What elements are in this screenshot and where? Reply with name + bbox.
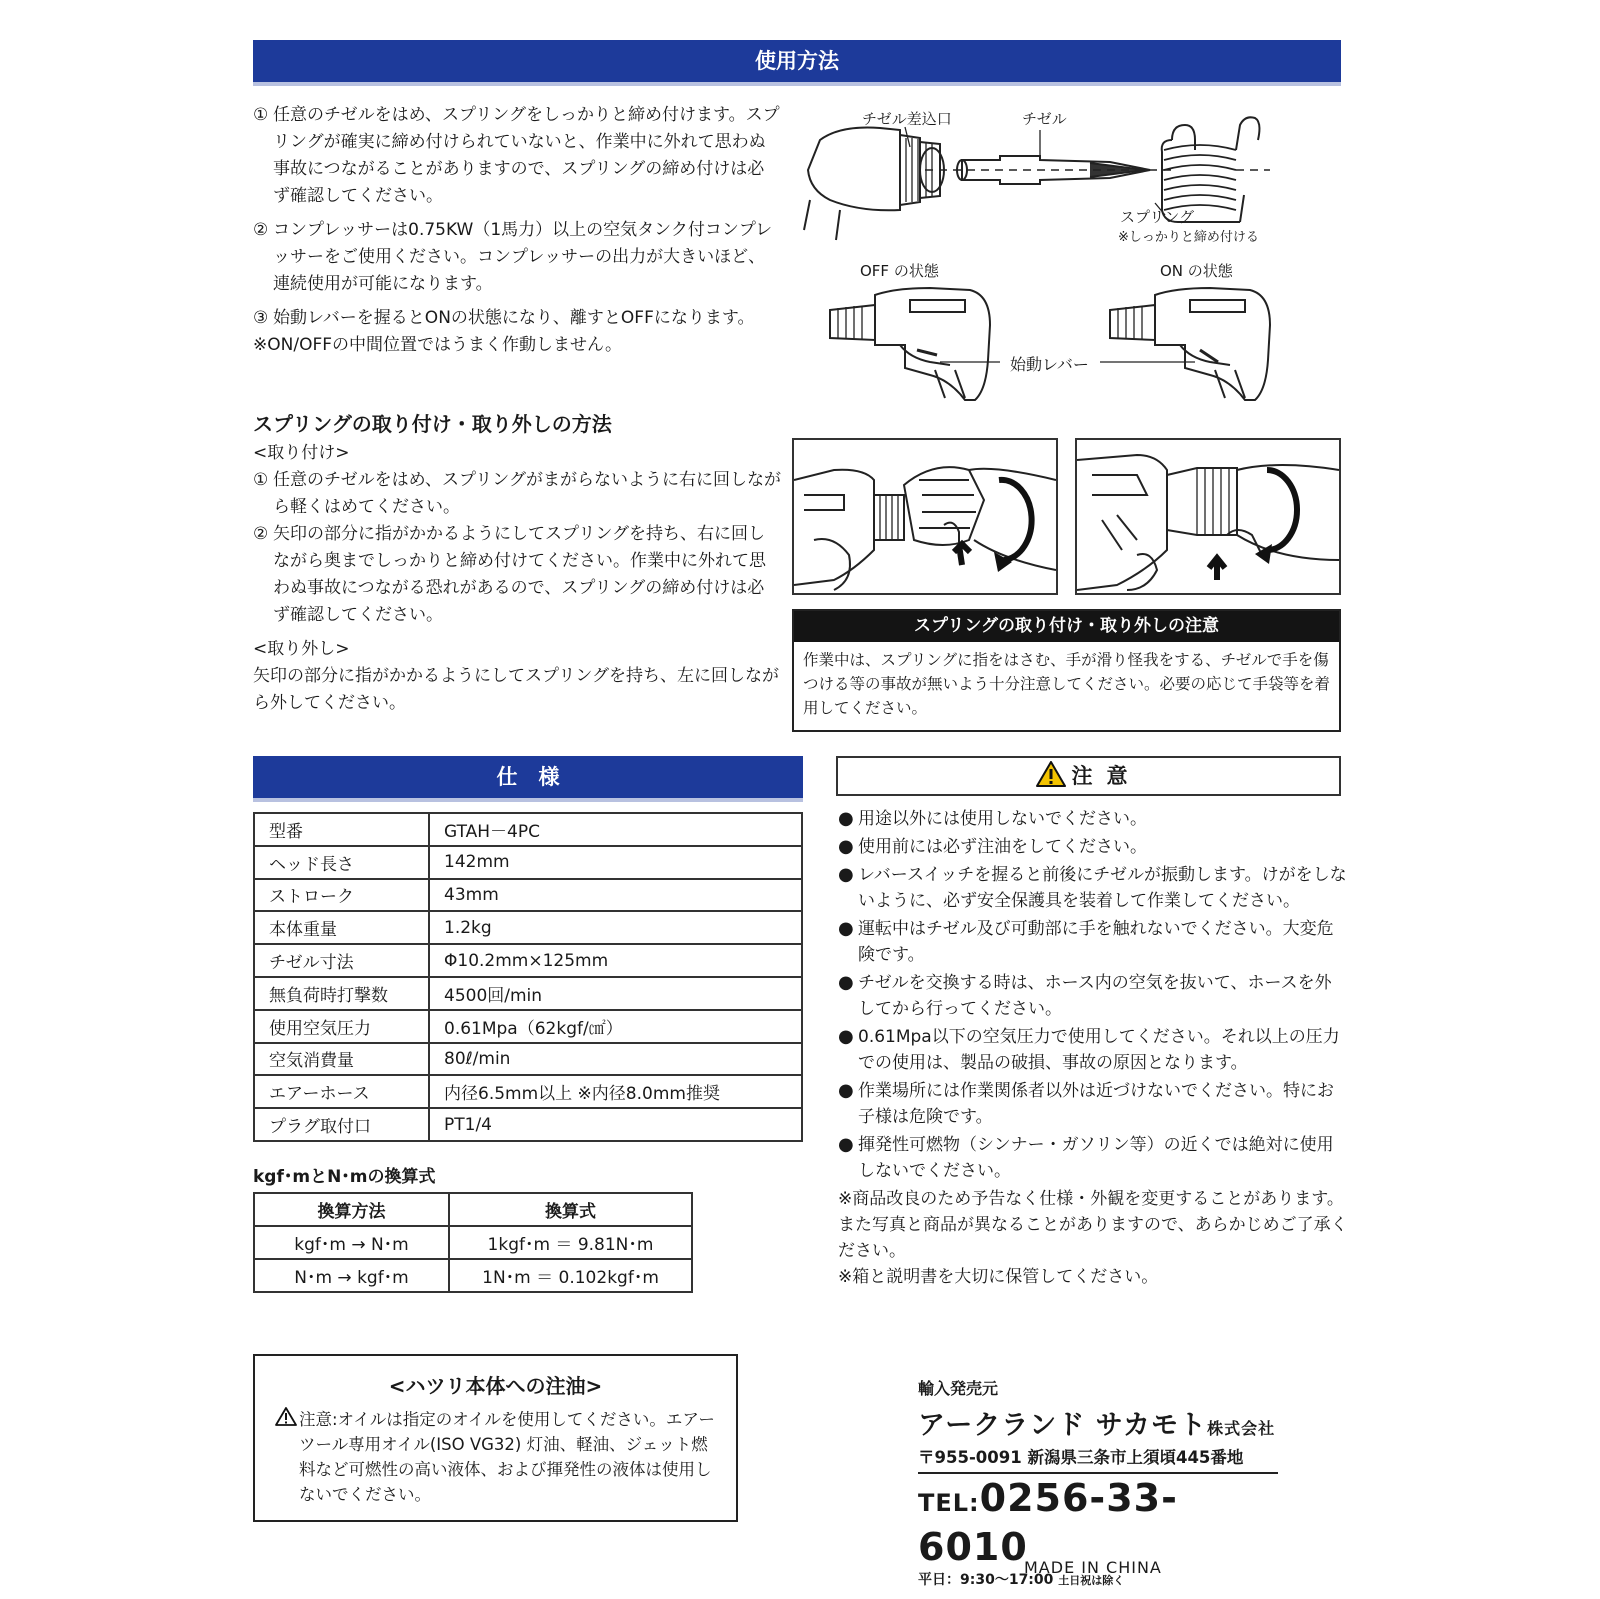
list-item [838,1132,1348,1184]
table-row [254,911,802,944]
step-text: 任意のチゼルをはめ、スプリングをしっかりと締め付けます。スプリングが確実に締め付けられていないと、作業中に外れて思わぬ事故につながることがありますので、スプリングの締め付けは必ず確認してください。 [273,105,780,206]
conversion-method: kgf･m → N･m [254,1226,449,1259]
step-number: ② [253,220,269,240]
spring-label: スプリング [1120,208,1195,226]
step-text: 矢印の部分に指がかかるようにしてスプリングを持ち、右に回しながら奥までしっかりと締め付けてください。作業中に外れて思わぬ事故につながる恐れがあるので、スプリングの締め付けは必ず確認してください。 [273,524,766,625]
bullet: ● [838,836,854,857]
caution-text: チゼルを交換する時は、ホース内の空気を抜いて、ホースを外してから行ってください。 [858,973,1332,1019]
usage-step [253,217,781,298]
caution-note: ※箱と説明書を大切に保管してください。 [838,1267,1159,1287]
step-number: ① [253,470,269,490]
table-row [254,1259,692,1292]
conversion-header: 換算方法 [254,1193,449,1226]
spring-notice-title: スプリングの取り付け・取り外しの注意 [794,611,1339,642]
caution-text: 作業場所には作業関係者以外は近づけないでください。特にお子様は危険です。 [858,1081,1334,1127]
step-number: ② [253,524,269,544]
caution-title-box [836,756,1341,796]
on-state-label: ON の状態 [1160,262,1233,280]
hand-rotate-left-illustration [1077,440,1339,593]
company-name-suffix: 株式会社 [1207,1419,1276,1438]
caution-title: 注意 [1071,764,1142,788]
detach-heading: <取り外し> [253,639,350,659]
spec-key: 使用空気圧力 [254,1010,429,1043]
conversion-title: kgf･mとN･mの換算式 [253,1167,436,1187]
spec-value: 0.61Mpa（62kgf/㎠） [429,1010,802,1043]
company-name [918,1403,1278,1442]
company-name-main: アークランド サカモト [918,1410,1208,1441]
usage-step [253,305,781,332]
oil-notice-box [253,1354,738,1522]
step-number: ① [253,105,269,125]
bullet: ● [838,864,854,885]
spec-key: 本体重量 [254,911,429,944]
spec-key: チゼル寸法 [254,944,429,977]
step-text: 始動レバーを握るとONの状態になり、離すとOFFになります。 [273,308,755,328]
usage-note: ※ON/OFFの中間位置ではうまく作動しません。 [253,335,623,355]
conversion-formula: 1N･m ＝ 0.102kgf･m [449,1259,692,1292]
list-item [838,916,1348,968]
bullet: ● [838,1026,854,1047]
list-item [838,834,1348,860]
usage-section-title: 使用方法 [253,40,1341,82]
table-row [254,1108,802,1141]
caution-list [838,806,1348,1290]
hand-rotate-right-illustration [794,440,1056,593]
chisel-label: チゼル [1022,110,1067,128]
spec-key: 型番 [254,813,429,846]
table-row [254,846,802,879]
company-address: 〒955-0091 新潟県三条市上須頃445番地 [918,1444,1278,1474]
hours-note: 土日祝は除く [1058,1574,1125,1587]
step-number: ③ [253,308,269,328]
oil-notice-body [255,1399,736,1507]
spring-note-label: ※しっかりと締め付ける [1118,230,1259,245]
table-row [254,977,802,1010]
spec-value: 43mm [429,879,802,912]
bullet: ● [838,972,854,993]
spec-value: GTAH－4PC [429,813,802,846]
detach-photo [1075,438,1341,595]
spec-value: 内径6.5mm以上 ※内径8.0mm推奨 [429,1075,802,1108]
table-row [254,1075,802,1108]
conversion-header: 換算式 [449,1193,692,1226]
conversion-table [253,1192,693,1293]
detach-text: 矢印の部分に指がかかるようにしてスプリングを持ち、左に回しながら外してください。 [253,666,779,713]
conversion-method: N･m → kgf･m [254,1259,449,1292]
off-state-label: OFF の状態 [860,262,939,280]
attach-heading: <取り付け> [253,443,350,463]
spec-key: ストローク [254,879,429,912]
list-item [838,806,1348,832]
oil-notice-title: <ハツリ本体への注油> [388,1374,603,1398]
table-row [254,879,802,912]
spec-section-title: 仕 様 [253,756,803,798]
spec-key: エアーホース [254,1075,429,1108]
list-item [838,862,1348,914]
caution-text: 揮発性可燃物（シンナー・ガソリン等）の近くでは絶対に使用しないでください。 [858,1135,1334,1181]
chisel-port-label: チゼル差込口 [862,110,952,128]
company-tel [918,1476,1278,1569]
lever-label: 始動レバー [1010,355,1089,374]
spec-value: Φ10.2mm×125mm [429,944,802,977]
spec-value: 1.2kg [429,911,802,944]
warning-icon [1036,761,1066,787]
usage-steps [253,102,781,359]
table-row [254,944,802,977]
spec-key: ヘッド長さ [254,846,429,879]
table-header-row [254,1193,692,1226]
bullet: ● [838,808,854,829]
spec-key: プラグ取付口 [254,1108,429,1141]
step-text: 任意のチゼルをはめ、スプリングがまがらないように右に回しながら軽くはめてください。 [273,470,781,517]
caution-note: ※商品改良のため予告なく仕様・外観を変更することがあります。また写真と商品が異なることがありますので、あらかじめご了承ください。 [838,1189,1348,1261]
hours-text: 平日：9:30～17:00 [918,1572,1054,1588]
attach-photo [792,438,1058,595]
list-item [838,1078,1348,1130]
table-row [254,1226,692,1259]
bullet: ● [838,1134,854,1155]
importer-label: 輸入発売元 [918,1379,999,1398]
caution-text: 運転中はチゼル及び可動部に手を触れないでください。大変危険です。 [858,919,1334,965]
warning-icon [275,1407,299,1507]
spring-notice-text: 作業中は、スプリングに指をはさむ、手が滑り怪我をする、チゼルで手を傷つける等の事故が無いよう十分注意してください。必要の応じて手袋等を着用してください。 [803,651,1331,717]
bullet: ● [838,1080,854,1101]
conversion-formula: 1kgf･m ＝ 9.81N･m [449,1226,692,1259]
spec-value: 4500回/min [429,977,802,1010]
step-text: コンプレッサーは0.75KW（1馬力）以上の空気タンク付コンプレッサーをご使用ください。コンプレッサーの出力が大きいほど、連続使用が可能になります。 [273,220,773,294]
spec-value: PT1/4 [429,1108,802,1141]
oil-notice-text: 注意:オイルは指定のオイルを使用してください。エアーツール専用オイル(ISO VG32) 灯油、軽油、ジェット燃料など可燃性の高い液体、および揮発性の液体は使用しないでください。 [299,1410,715,1504]
spec-key: 無負荷時打撃数 [254,977,429,1010]
made-in-label: MADE IN CHINA [1024,1558,1162,1577]
table-row [254,813,802,846]
list-item [838,970,1348,1022]
tel-prefix: TEL: [918,1489,980,1517]
spec-table [253,812,803,1142]
attach-step [253,467,781,521]
spec-key: 空気消費量 [254,1043,429,1076]
attach-step [253,521,781,629]
usage-step [253,102,781,210]
caution-text: 0.61Mpa以下の空気圧力で使用してください。それ以上の圧力での使用は、製品の破損、事故の原因となります。 [858,1027,1340,1073]
caution-text: レバースイッチを握ると前後にチゼルが振動します。けがをしないように、必ず安全保護具を装着して作業してください。 [858,865,1347,911]
list-item [838,1024,1348,1076]
bullet: ● [838,918,854,939]
caution-text: 使用前には必ず注油をしてください。 [858,837,1147,857]
usage-illustration [800,100,1345,415]
table-row [254,1010,802,1043]
table-row [254,1043,802,1076]
spring-notice-box [792,609,1341,732]
spring-section-title: スプリングの取り付け・取り外しの方法 [253,412,612,436]
spring-instructions [253,440,781,717]
caution-text: 用途以外には使用しないでください。 [858,809,1147,829]
tel-number: 0256-33-6010 [918,1476,1178,1569]
spec-value: 80ℓ/min [429,1043,802,1076]
spec-value: 142mm [429,846,802,879]
